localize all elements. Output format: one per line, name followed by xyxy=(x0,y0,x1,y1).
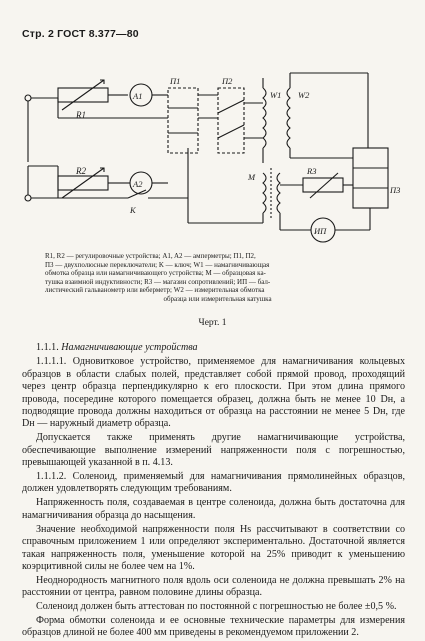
paragraph: Соленоид должен быть аттестован по постоянной с погрешностью не более ±0,5 %. xyxy=(36,601,397,613)
label-r2: R2 xyxy=(76,166,86,176)
svg-text:W1: W1 xyxy=(270,90,282,100)
legend-line: образца или измерительная катушка xyxy=(163,294,272,303)
section-heading xyxy=(22,342,405,354)
circuit-diagram xyxy=(18,58,408,248)
legend-line: листический гальванометр или веберметр; W2 — измерительная обмотка xyxy=(45,286,265,295)
winding-w2 xyxy=(287,88,290,148)
paragraph: Форма обмотки соленоида и ее основные технические параметры для измерения образцов длиной не более 400 мм приведены в рекомендуемом приложении 2. xyxy=(22,615,405,639)
svg-text:M: M xyxy=(248,172,256,182)
figure-legend xyxy=(45,252,390,304)
legend-line: R1, R2 — регулировочные устройства; A1, A2 — амперметры; П1, П2, xyxy=(45,252,256,260)
switch-p2 xyxy=(218,88,244,153)
paragraph: 1.1.1.1. Одновитковое устройство, применяемое для намагничивания кольцевых образцов в области слабых полей, представляет собой прямой провод, проходящий через центр образца перпендикулярно к его плоскости. При этом длина прямого провода, посередине которого помещается образец, должна быть не менее 10 Dн, а подводящие провода должны находиться от образца на расстоянии не менее 5 Dн, где Dн — наружный диаметр образца. xyxy=(22,356,405,430)
svg-text:П1: П1 xyxy=(170,76,181,86)
mutual-inductance-m xyxy=(263,173,266,213)
svg-text:A2: A2 xyxy=(133,179,143,189)
svg-text:R3: R3 xyxy=(307,166,317,176)
paragraph: Напряженность поля, создаваемая в центре соленоида, должна быть достаточна для намагничивания образца до насыщения. xyxy=(22,497,405,521)
paragraph: Неоднородность магнитного поля вдоль оси соленоида не должна превышать 2% на расстоянии от центра, равном половине длины образца. xyxy=(22,574,405,599)
switch-p1 xyxy=(168,88,198,153)
legend-line: П3 — двухполюсные переключатели; K — ключ; W1 — намагничивающая xyxy=(45,260,270,269)
paragraph: 1.1.1.2. Соленоид, применяемый для намагничивания прямолинейных образцов, должен удовлетворять следующим требованиям. xyxy=(22,471,405,495)
body-text xyxy=(22,342,405,641)
terminal-plus xyxy=(25,95,31,101)
winding-w1 xyxy=(263,88,266,148)
svg-text:ИП: ИП xyxy=(314,226,327,236)
svg-text:П3: П3 xyxy=(390,185,401,195)
svg-text:A1: A1 xyxy=(133,91,143,101)
paragraph: Значение необходимой напряженности поля Hs рассчитывают в соответствии со справочным приложением 1 или определяют экспериментально. Достаточной является такая напряженность поля, уменьшение которой на 25% приводит к уменьшению коэрцитивной силы не более чем на 1%. xyxy=(22,523,405,572)
paragraph: Допускается также применять другие намагничивающие устройства, обеспечивающие выполнение измерений напряженности поля с погрешностью, превышающей указанной в п. 4.13. xyxy=(22,432,405,469)
switch-p3 xyxy=(353,148,388,208)
svg-text:K: K xyxy=(130,205,136,215)
resistor-box-r3 xyxy=(303,178,343,192)
legend-line: тушка взаимной индуктивности; R3 — магазин сопротивлений; ИП — бал- xyxy=(45,277,271,286)
svg-text:П2: П2 xyxy=(222,76,233,86)
legend-line: обмотка образца или намагничивающего устройства; M — образцовая ка- xyxy=(45,269,266,278)
section-title: Намагничивающие устройства xyxy=(61,342,198,353)
terminal-minus xyxy=(25,195,31,201)
figure-caption: Черт. 1 xyxy=(198,318,227,328)
page-header: Стр. 2 ГОСТ 8.377—80 xyxy=(22,28,139,40)
svg-text:W2: W2 xyxy=(298,90,310,100)
section-number: 1.1.1. xyxy=(36,342,59,353)
label-r1: R1 xyxy=(76,110,86,120)
